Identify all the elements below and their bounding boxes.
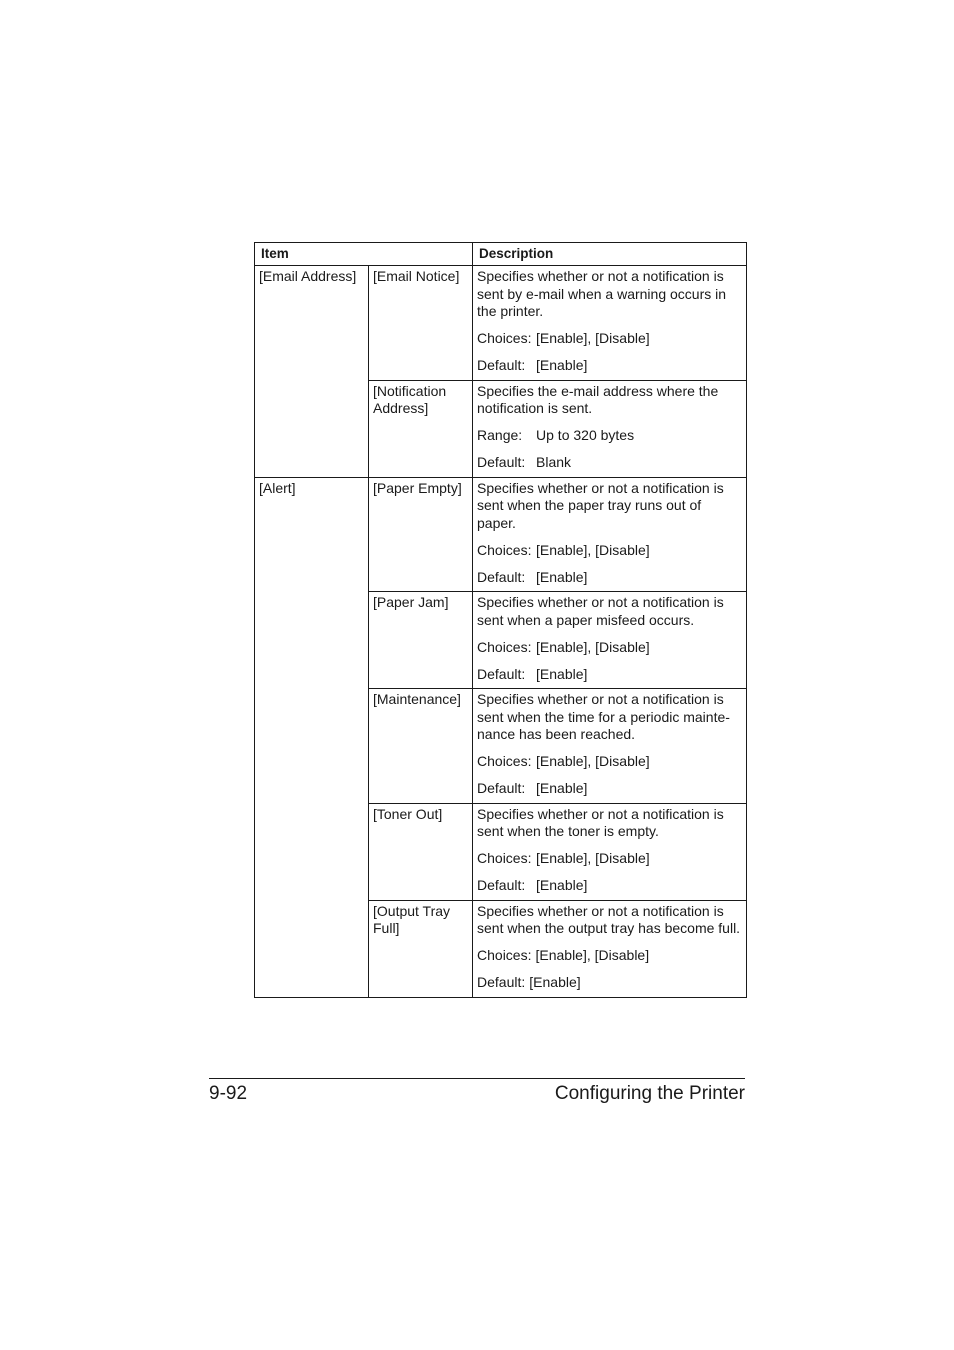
sub-item-cell: [Maintenance] xyxy=(369,689,473,804)
item-cell: [Email Address] xyxy=(255,266,369,478)
sub-item-cell: [Toner Out] xyxy=(369,803,473,900)
setting-value: [Enable] xyxy=(536,877,588,893)
description-setting-line xyxy=(477,639,742,657)
table-row xyxy=(255,266,747,381)
setting-value: [Enable], [Disable] xyxy=(535,947,650,963)
table-body xyxy=(255,266,747,998)
description-setting-line xyxy=(477,877,742,895)
description-text: Specifies whether or not a notification is sent when a paper misfeed occurs. xyxy=(477,594,724,628)
chapter-title: Configuring the Printer xyxy=(554,1083,745,1104)
sub-item-cell: [Paper Empty] xyxy=(369,477,473,592)
setting-value: [Enable] xyxy=(536,568,588,585)
setting-key: Default: xyxy=(477,357,526,373)
setting-value: [Enable] xyxy=(536,780,588,796)
setting-value: Blank xyxy=(536,454,572,470)
description-cell xyxy=(473,803,747,900)
description-cell xyxy=(473,266,747,381)
setting-key: Default: xyxy=(477,665,526,682)
table-header-row xyxy=(255,243,747,266)
description-setting-line xyxy=(477,330,742,348)
description-text: Specifies whether or not a notification is sent when the output tray has become full. xyxy=(477,902,741,936)
description-setting-line xyxy=(477,780,742,798)
description-cell xyxy=(473,380,747,477)
setting-key: Default: xyxy=(477,780,526,796)
setting-key: Choices: xyxy=(477,638,532,655)
item-cell: [Alert] xyxy=(255,477,369,997)
setting-key: Choices: xyxy=(477,753,532,769)
setting-key: Default: xyxy=(477,568,526,585)
description-text: Specifies whether or not a notification is sent when the toner is empty. xyxy=(477,805,724,839)
sub-item-cell: [Notification Address] xyxy=(369,380,473,477)
description-text: Specifies whether or not a notification is sent when the time for a periodic mainte-nance has been reached. xyxy=(477,691,730,742)
description-cell xyxy=(473,900,747,997)
description-setting-line xyxy=(477,427,742,445)
setting-value: Up to 320 bytes xyxy=(536,427,635,443)
description-text: Specifies the e-mail address where the notification is sent. xyxy=(477,382,719,416)
description-setting-line xyxy=(477,850,742,868)
setting-key: Choices: xyxy=(477,330,532,346)
settings-table xyxy=(254,242,747,998)
description-text: Specifies whether or not a notification is sent by e-mail when a warning occurs in the printer. xyxy=(477,268,727,319)
setting-key: Choices: xyxy=(477,850,532,866)
description-cell xyxy=(473,592,747,689)
description-cell xyxy=(473,689,747,804)
description-setting-line xyxy=(477,569,742,587)
setting-value: [Enable] xyxy=(536,665,588,682)
page-number: 9-92 xyxy=(209,1083,248,1104)
description-text: Specifies whether or not a notification is sent when the paper tray runs out of paper. xyxy=(477,479,724,531)
table-row xyxy=(255,477,747,592)
setting-value: [Enable] xyxy=(529,974,581,990)
description-setting-line xyxy=(477,542,742,560)
setting-key: Choices: xyxy=(477,947,532,963)
description-setting-line xyxy=(477,357,742,375)
sub-item-cell: [Email Notice] xyxy=(369,266,473,381)
description-setting-line xyxy=(477,753,742,771)
setting-key: Range: xyxy=(477,427,523,443)
setting-value: [Enable], [Disable] xyxy=(536,753,650,769)
description-cell xyxy=(473,477,747,592)
setting-key: Choices: xyxy=(477,541,532,558)
description-setting-line xyxy=(477,666,742,684)
description-setting-line xyxy=(477,974,742,992)
description-setting-line xyxy=(477,454,742,472)
sub-item-cell: [Output Tray Full] xyxy=(369,900,473,997)
setting-value: [Enable], [Disable] xyxy=(536,330,650,346)
setting-value: [Enable], [Disable] xyxy=(536,541,650,558)
header-item: Item xyxy=(255,243,473,266)
setting-key: Default: xyxy=(477,454,526,470)
setting-value: [Enable] xyxy=(536,357,588,373)
footer-rule xyxy=(209,1078,745,1079)
header-description: Description xyxy=(473,243,747,266)
setting-key: Default: xyxy=(477,877,526,893)
setting-value: [Enable], [Disable] xyxy=(536,850,650,866)
setting-value: [Enable], [Disable] xyxy=(536,638,650,655)
description-setting-line xyxy=(477,947,742,965)
setting-key: Default: xyxy=(477,974,526,990)
sub-item-cell: [Paper Jam] xyxy=(369,592,473,689)
